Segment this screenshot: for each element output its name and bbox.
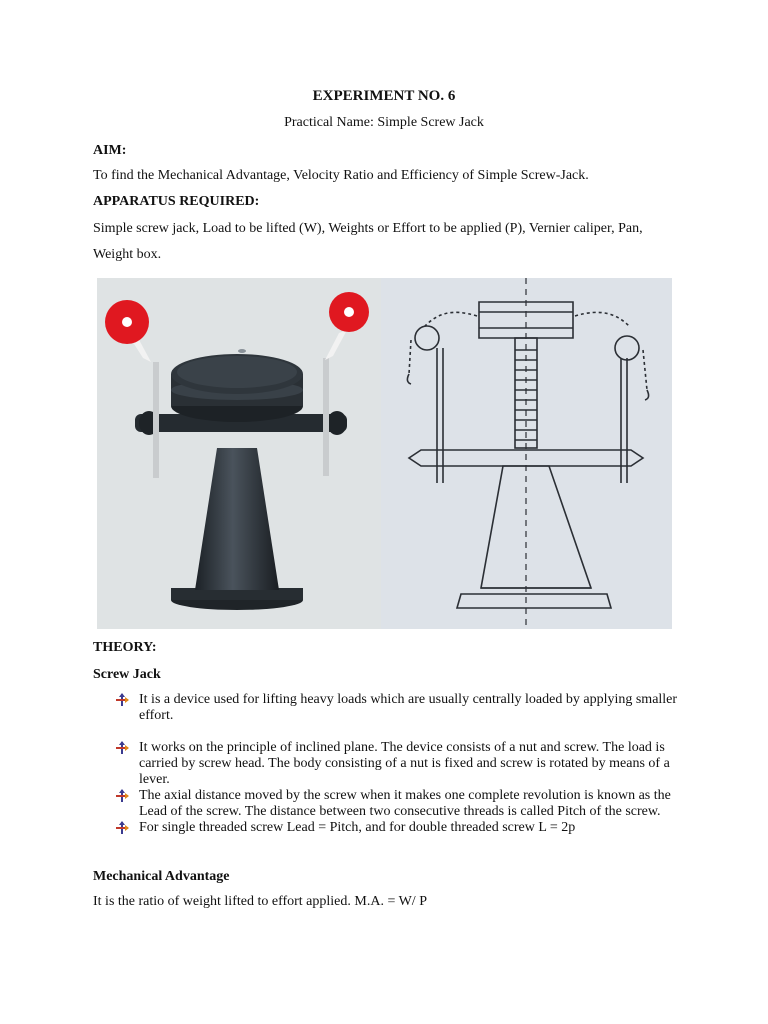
theory-heading: THEORY: [93, 640, 157, 655]
list-item [113, 820, 683, 836]
screw-jack-sketch [381, 278, 672, 629]
list-item [113, 788, 683, 820]
bullet-text: It is a device used for lifting heavy loads which are usually centrally loaded by applying smaller effort. [139, 692, 678, 723]
aim-text: To find the Mechanical Advantage, Velocity Ratio and Efficiency of Simple Screw-Jack. [93, 168, 589, 183]
list-item [113, 740, 683, 788]
mechanical-advantage-heading: Mechanical Advantage [93, 869, 230, 884]
arrow-bullet-icon [115, 741, 129, 755]
screw-jack-photo [97, 278, 381, 629]
apparatus-text-line2: Weight box. [93, 247, 162, 262]
bullet-text: The axial distance moved by the screw when it makes one complete revolution is known as the Lead of the screw. The distance between two consecutive threads is called Pitch of the screw. [139, 788, 671, 819]
screw-jack-figure [97, 278, 672, 629]
mechanical-advantage-text: It is the ratio of weight lifted to effort applied. M.A. = W/ P [93, 894, 427, 909]
apparatus-heading: APPARATUS REQUIRED: [93, 194, 260, 209]
screw-jack-heading: Screw Jack [93, 667, 161, 682]
arrow-bullet-icon [115, 821, 129, 835]
aim-heading: AIM: [93, 143, 127, 158]
apparatus-text-line1: Simple screw jack, Load to be lifted (W), Weights or Effort to be applied (P), Vernier caliper, Pan, [93, 221, 643, 236]
practical-name: Practical Name: Simple Screw Jack [284, 115, 484, 130]
arrow-bullet-icon [115, 693, 129, 707]
list-item [113, 692, 683, 724]
page-title: EXPERIMENT NO. 6 [312, 88, 456, 104]
theory-bullet-list [113, 692, 683, 836]
bullet-text: For single threaded screw Lead = Pitch, and for double threaded screw L = 2p [139, 820, 576, 835]
arrow-bullet-icon [115, 789, 129, 803]
bullet-text: It works on the principle of inclined plane. The device consists of a nut and screw. The load is carried by screw head. The body consisting of a nut is fixed and screw is rotated by means of a lever. [139, 740, 670, 787]
